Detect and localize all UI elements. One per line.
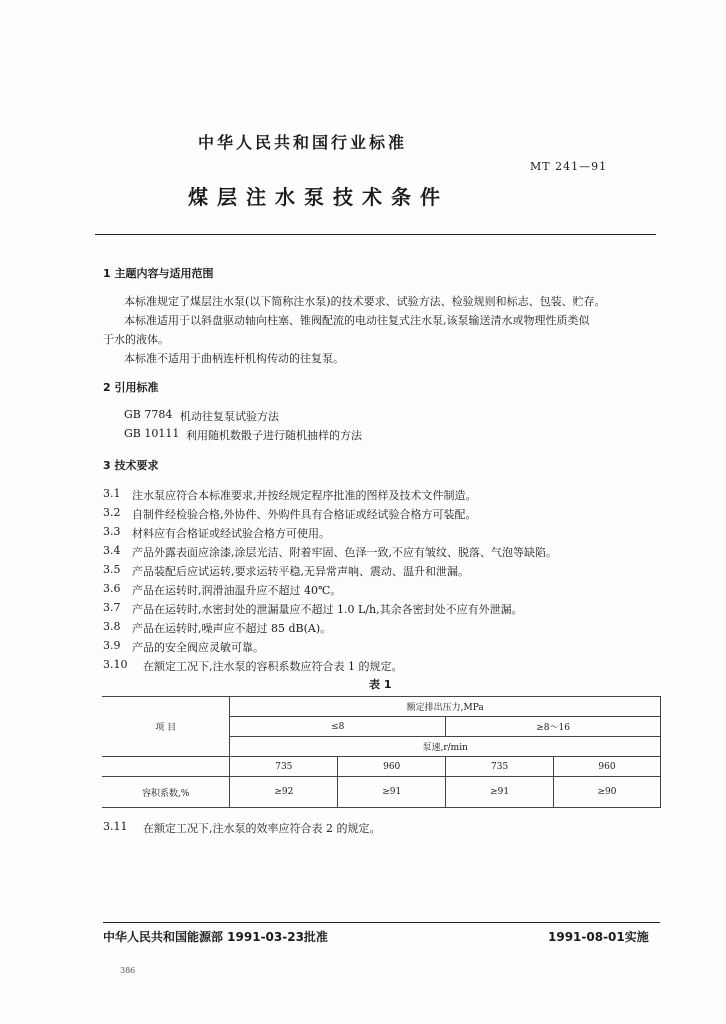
clause-number: 3.1 [103,487,121,500]
reference-name: 机动往复泵试验方法 [180,410,279,423]
page-number: 386 [120,966,136,975]
reference-name: 利用随机数骰子进行随机抽样的方法 [186,429,362,442]
section-1-paragraph-2: 本标准适用于以斜盘驱动轴向柱塞、锥阀配流的电动往复式注水泵,该泵输送清水或物理性质类似 [124,314,590,327]
clause-number: 3.6 [103,582,121,595]
clause-text: 产品外露表面应涂漆,涂层光洁、附着牢固、色泽一致,不应有皱纹、脱落、气泡等缺陷。 [132,546,557,559]
table-caption: 表 1 [369,678,392,691]
reference-code: GB 10111 [124,427,180,440]
section-3-heading: 3 技术要求 [103,459,159,472]
section-1-paragraph-1: 本标准规定了煤层注水泵(以下简称注水泵)的技术要求、试验方法、检验规则和标志、包装、贮存。 [124,295,606,308]
volumetric-coefficient-table [102,696,661,808]
value-cell: ≥90 [554,777,661,808]
item-header-cell: 项 目 [102,697,230,757]
pressure-header-cell: 额定排出压力,MPa [230,697,661,717]
clause-text: 产品的安全阀应灵敏可靠。 [132,641,264,654]
clause-text: 产品在运转时,噪声应不超过 85 dB(A)。 [132,622,332,635]
document-title: 煤层注水泵技术条件 [188,185,449,209]
clause-text: 产品在运转时,水密封处的泄漏量应不超过 1.0 L/h,其余各密封处不应有外泄漏。 [132,603,523,616]
pressure-group-cell: ≤8 [230,717,446,737]
clause-text: 注水泵应符合本标准要求,并按经规定程序批准的图样及技术文件制造。 [132,489,477,502]
speed-cell: 960 [338,757,446,777]
value-cell: ≥91 [446,777,554,808]
row-label-cell: 容积系数,% [102,777,230,808]
clause-number: 3.5 [103,563,121,576]
approval-line: 中华人民共和国能源部 1991-03-23批准 [103,930,328,944]
speed-cell: 735 [446,757,554,777]
section-1-paragraph-2-cont: 于水的液体。 [103,333,169,346]
clause-number: 3.11 [103,820,128,833]
clause-text: 材料应有合格证或经试验合格方可使用。 [132,527,330,540]
header-rule [95,234,656,235]
clause-number: 3.9 [103,639,121,652]
section-1-heading: 1 主题内容与适用范围 [103,267,214,280]
clause-text: 自制件经检验合格,外协件、外购件具有合格证或经试验合格方可装配。 [132,508,477,521]
spacer-cell [102,757,230,777]
clause-text: 在额定工况下,注水泵的容积系数应符合表 1 的规定。 [143,660,403,673]
clause-text: 产品装配后应试运转,要求运转平稳,无异常声响、震动、温升和泄漏。 [132,565,469,578]
issuing-authority: 中华人民共和国行业标准 [198,133,408,152]
section-2-heading: 2 引用标准 [103,381,159,394]
clause-number: 3.7 [103,601,121,614]
clause-text: 在额定工况下,注水泵的效率应符合表 2 的规定。 [143,822,381,835]
value-cell: ≥91 [338,777,446,808]
section-1-paragraph-3: 本标准不适用于曲柄连杆机构传动的往复泵。 [124,352,344,365]
clause-number: 3.3 [103,525,121,538]
clause-number: 3.2 [103,506,121,519]
clause-number: 3.4 [103,544,121,557]
speed-cell: 735 [230,757,338,777]
clause-number: 3.8 [103,620,121,633]
pressure-group-cell: ≥8～16 [446,717,661,737]
reference-code: GB 7784 [124,408,173,421]
clause-text: 产品在运转时,润滑油温升应不超过 40℃。 [132,584,342,597]
value-cell: ≥92 [230,777,338,808]
standard-number: MT 241—91 [530,160,608,173]
speed-cell: 960 [554,757,661,777]
effective-date: 1991-08-01实施 [548,930,649,944]
footer-rule [103,922,660,923]
speed-header-cell: 泵速,r/min [230,737,661,757]
clause-number: 3.10 [103,658,128,671]
